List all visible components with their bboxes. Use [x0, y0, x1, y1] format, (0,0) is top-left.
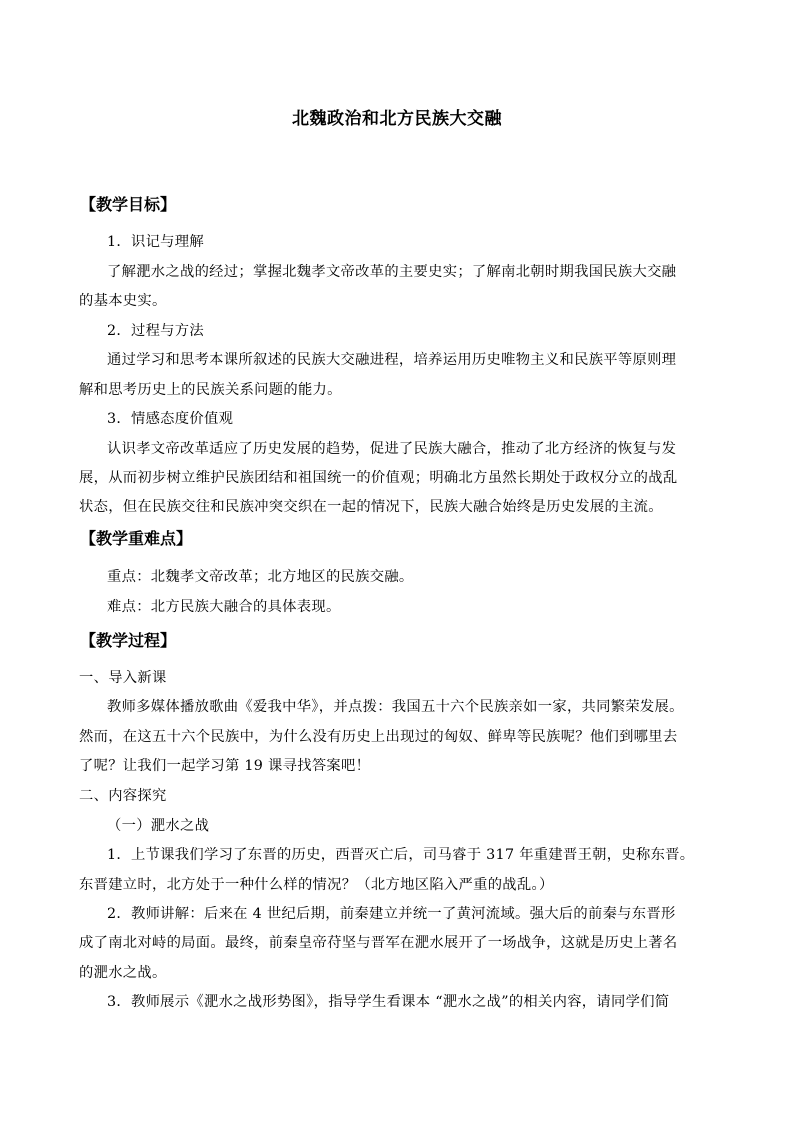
sub-section-title: （一）淝水之战 [107, 818, 210, 834]
goal1-title: 1．识记与理解 [107, 234, 204, 250]
paragraph-line: 2．教师讲解：后来在 4 世纪后期，前秦建立并统一了黄河流域。强大后的前秦与东晋形 [107, 906, 676, 922]
paragraph-line: 的淝水之战。 [79, 965, 167, 981]
paragraph-line: 了解淝水之战的经过；掌握北魏孝文帝改革的主要史实；了解南北朝时期我国民族大交融 [107, 264, 677, 280]
section-heading-key-points: 【教学重难点】 [80, 529, 193, 548]
paragraph-line: 成了南北对峙的局面。最终，前秦皇帝苻坚与晋军在淝水展开了一场战争，这就是历史上著名 [79, 935, 678, 951]
paragraph-line: 通过学习和思考本课所叙述的民族大交融进程，培养运用历史唯物主义和民族平等原则理 [107, 352, 677, 368]
paragraph-line: 认识孝文帝改革适应了历史发展的趋势，促进了民族大融合，推动了北方经济的恢复与发 [107, 441, 677, 457]
intro-title: 一、导入新课 [79, 670, 167, 686]
paragraph-line: 1．上节课我们学习了东晋的历史，西晋灭亡后，司马睿于 317 年重建晋王朝，史称东晋。 [107, 847, 695, 863]
paragraph-line: 3．教师展示《淝水之战形势图》，指导学生看课本 “淝水之战”的相关内容，请同学们简 [107, 994, 670, 1010]
section-heading-process: 【教学过程】 [80, 631, 177, 650]
goal3-title: 3．情感态度价值观 [107, 411, 234, 427]
goal2-title: 2．过程与方法 [107, 323, 204, 339]
explore-title: 二、内容探究 [79, 788, 167, 804]
paragraph-line: 了呢？让我们一起学习第 19 课寻找答案吧！ [79, 758, 371, 774]
difficult-point-line: 难点：北方民族大融合的具体表现。 [107, 599, 341, 615]
paragraph-line: 的基本史实。 [79, 293, 167, 309]
paragraph-line: 然而，在这五十六个民族中，为什么没有历史上出现过的匈奴、鲜卑等民族呢？他们到哪里去 [79, 729, 678, 745]
key-point-line: 重点：北魏孝文帝改革；北方地区的民族交融。 [107, 569, 414, 585]
paragraph-line: 教师多媒体播放歌曲《爱我中华》，并点拨：我国五十六个民族亲如一家，共同繁荣发展。 [107, 699, 684, 715]
paragraph-line: 解和思考历史上的民族关系问题的能力。 [79, 382, 342, 398]
page-title: 北魏政治和北方民族大交融 [292, 109, 502, 129]
section-heading-goals: 【教学目标】 [80, 195, 177, 214]
paragraph-line: 展，从而初步树立维护民族团结和祖国统一的价值观；明确北方虽然长期处于政权分立的战乱 [79, 470, 678, 486]
paragraph-line: 东晋建立时，北方处于一种什么样的情况？（北方地区陷入严重的战乱。） [79, 877, 554, 893]
paragraph-line: 状态，但在民族交往和民族冲突交织在一起的情况下，民族大融合始终是历史发展的主流。 [79, 499, 663, 515]
